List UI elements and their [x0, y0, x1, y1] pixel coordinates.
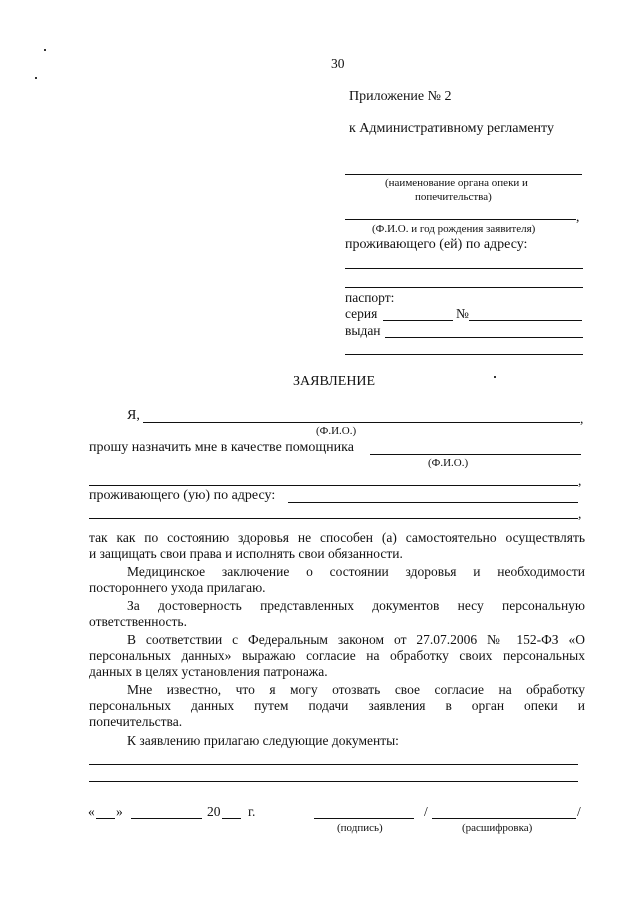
signature-slash-left: / [424, 804, 428, 819]
medical-line-2: постороннего ухода прилагаю. [89, 580, 266, 595]
applicant-caption: (Ф.И.О. и год рождения заявителя) [372, 223, 536, 235]
helper-fio-caption: (Ф.И.О.) [428, 457, 469, 469]
page-number: 30 [331, 56, 345, 71]
applicant-fio-line [143, 422, 580, 423]
revocation-line-2: персональных данных путем подачи заявления в орган опеки и [89, 698, 585, 713]
consent-line-2: персональных данных» выражаю согласие на обработку своих персональных [89, 648, 585, 663]
date-month-line [131, 818, 202, 819]
appendix-title: Приложение № 2 [349, 89, 452, 104]
revocation-line-3: попечительства. [89, 714, 183, 729]
helper-address-line [288, 502, 578, 503]
consent-line-1: В соответствии с Федеральным законом от 27.07.2006 № 152-ФЗ «О [127, 632, 585, 647]
residing-label: проживающего (ей) по адресу: [345, 237, 528, 252]
request-label: прошу назначить мне в качестве помощника [89, 440, 354, 455]
decoding-line [432, 818, 576, 819]
scan-speck [35, 77, 37, 79]
address-line-1 [345, 268, 583, 269]
address-line-2 [345, 287, 583, 288]
scan-speck [494, 376, 496, 378]
medical-paragraph [89, 564, 585, 596]
authority-caption-line1: (наименование органа опеки и [385, 177, 528, 189]
helper-address-line-2 [89, 518, 578, 519]
series-label: серия [345, 306, 378, 321]
applicant-line [345, 219, 576, 220]
date-quote-close: » [116, 804, 123, 819]
reason-line-1: так как по состоянию здоровья не способен (а) самостоятельно осуществлять [89, 530, 585, 545]
responsibility-paragraph [89, 598, 585, 630]
attachments-line-2 [89, 781, 578, 782]
revocation-paragraph [89, 682, 585, 730]
date-quote-open: « [88, 804, 95, 819]
authority-name-line [345, 174, 582, 175]
signature-caption: (подпись) [337, 822, 383, 834]
date-year-line [222, 818, 241, 819]
helper-fio-line-2 [89, 485, 578, 486]
appendix-subtitle: к Административному регламенту [349, 121, 554, 136]
consent-line-3: данных в целях установления патронажа. [89, 664, 328, 679]
reason-paragraph [89, 530, 585, 562]
issued-line [385, 337, 583, 338]
issued-label: выдан [345, 323, 381, 338]
attachments-line-1 [89, 764, 578, 765]
date-year-prefix: 20 [207, 804, 221, 819]
fio-caption: (Ф.И.О.) [316, 425, 357, 437]
medical-line-1: Медицинское заключение о состоянии здоровья и необходимости [127, 564, 585, 579]
series-line [383, 320, 453, 321]
helper-address-comma: , [578, 506, 582, 521]
date-year-suffix: г. [248, 804, 256, 819]
date-day-line [96, 818, 115, 819]
number-label: № [456, 306, 469, 321]
authority-caption-line2: попечительства) [415, 191, 492, 203]
fio-line-comma: , [580, 411, 584, 426]
issued-line-2 [345, 354, 583, 355]
signature-slash-right: / [577, 804, 581, 819]
statement-title: ЗАЯВЛЕНИЕ [293, 374, 376, 389]
reason-line-2: и защищать свои права и исполнять свои обязанности. [89, 546, 403, 561]
helper-fio-line-2-comma: , [578, 473, 582, 488]
passport-label: паспорт: [345, 290, 395, 305]
applicant-line-comma: , [576, 209, 580, 224]
number-line [469, 320, 582, 321]
signature-line [314, 818, 414, 819]
consent-paragraph [89, 632, 585, 680]
i-label: Я, [127, 408, 140, 423]
revocation-line-1: Мне известно, что я могу отозвать свое согласие на обработку [127, 682, 585, 697]
responsibility-line-1: За достоверность представленных документов несу персональную [127, 598, 585, 613]
responsibility-line-2: ответственность. [89, 614, 187, 629]
decoding-caption: (расшифровка) [462, 822, 533, 834]
attachments-line-1: К заявлению прилагаю следующие документы: [127, 733, 399, 748]
attachments-paragraph [89, 733, 585, 749]
helper-address-label: проживающего (ую) по адресу: [89, 488, 276, 503]
helper-fio-line [370, 454, 581, 455]
scan-speck [44, 49, 46, 51]
